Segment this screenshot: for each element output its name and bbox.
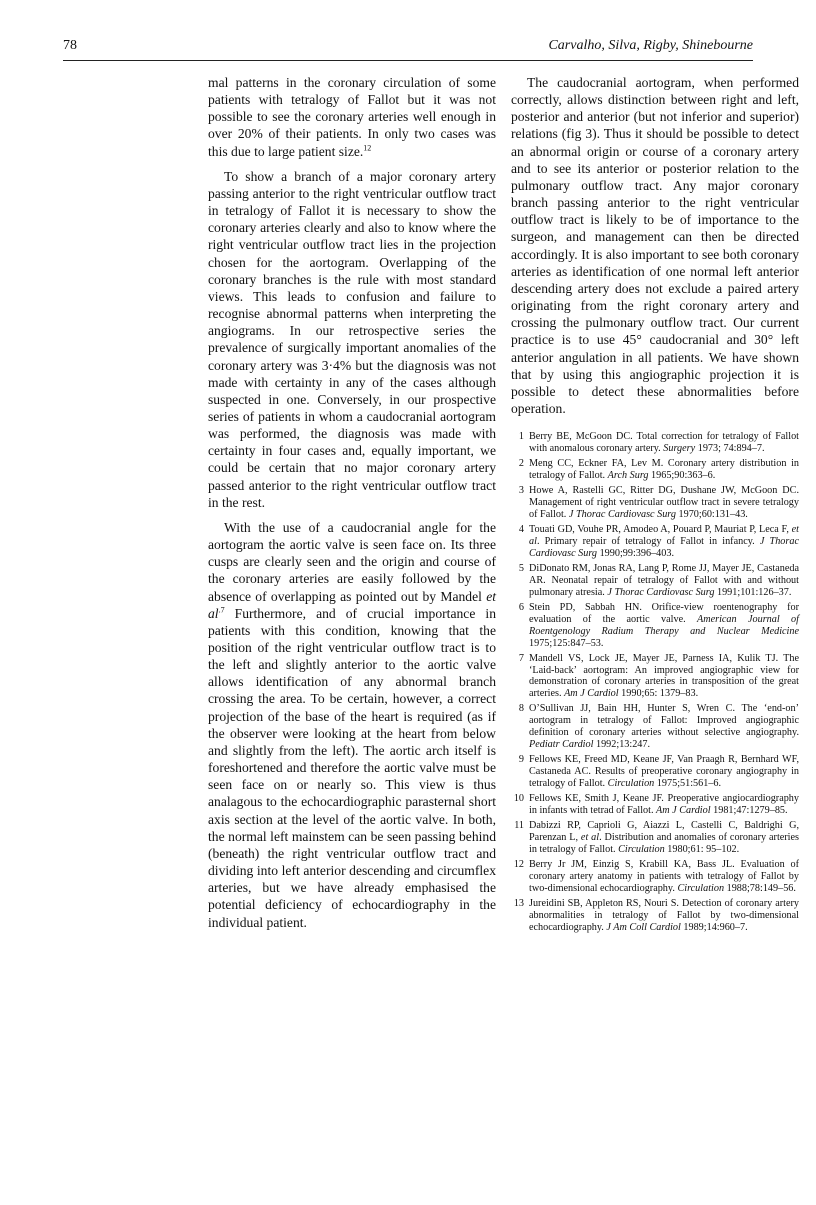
reference-citation: 1975;51:561–6. (654, 778, 722, 790)
reference-journal: J Am Coll Cardiol (606, 921, 681, 933)
reference-citation: 1981;47:1279–85. (710, 805, 788, 817)
reference-item (511, 485, 799, 521)
reference-authors: Mandell VS, Lock JE, Mayer JE, Parness IA, Kulik TJ. The ‘Laid-back’ aortogram: An improved angiographic view for demonstration of coronary arteries in transposition of the great arteries. (529, 652, 799, 700)
reference-item (511, 524, 799, 560)
reference-authors: O’Sullivan JJ, Bain HH, Hunter S, Wren C. The ‘end-on’ aortogram in tetralogy of Fallot: Improved angiographic definition of coronary arteries without selective angiography. (529, 703, 799, 739)
reference-number: 1 (518, 431, 524, 443)
reference-item (511, 653, 799, 701)
reference-item (511, 793, 799, 817)
reference-item (511, 898, 799, 934)
reference-authors: DiDonato RM, Jonas RA, Lang P, Rome JJ, Mayer JE, Castaneda AR. Neonatal repair of tetralogy of Fallot with and without pulmonary atresia. (529, 562, 799, 598)
reference-text (527, 898, 799, 934)
reference-authors: Berry BE, McGoon DC. Total correction for tetralogy of Fallot with anomalous coronary artery. (529, 431, 799, 455)
reference-citation: 1992;13:247. (593, 739, 651, 751)
reference-list (511, 431, 799, 934)
reference-number: 9 (518, 754, 524, 766)
reference-journal: Circulation (618, 844, 665, 855)
reference-number: 5 (518, 562, 524, 574)
reference-authors: Meng CC, Eckner FA, Lev M. Coronary artery distribution in tetralogy of Fallot. (529, 458, 799, 482)
reference-citation: 1990;99:396–403. (597, 547, 674, 559)
et-al: et al (580, 832, 600, 844)
reference-item (511, 859, 799, 895)
reference-journal: J Thorac Cardiovasc Surg (607, 586, 715, 598)
body-paragraph (208, 74, 496, 160)
et-al: et al (529, 524, 799, 547)
reference-item (511, 602, 799, 650)
reference-number: 12 (513, 859, 524, 871)
reference-number: 7 (518, 652, 524, 664)
citation-superscript: 12 (363, 143, 372, 153)
reference-number: 13 (513, 898, 524, 909)
reference-item (511, 754, 799, 790)
reference-item (511, 563, 799, 599)
left-column (208, 74, 496, 931)
reference-authors: Stein PD, Sabbah HN. Orifice-view roentenography for evaluation of the aortic valve. (529, 601, 799, 625)
reference-journal: Surgery (663, 443, 696, 455)
page-number: 78 (63, 38, 77, 53)
paragraph-text: mal patterns in the coronary circulation of some patients with tetralogy of Fallot but it was not possible to see the coronary arteries well enough in over 20% of their patients. In only two cases was this due to large patient size. (208, 75, 496, 159)
reference-item (511, 431, 799, 455)
reference-number: 4 (518, 524, 524, 536)
reference-authors: Jureidini SB, Appleton RS, Nouri S. Detection of coronary artery abnormalities in tetralogy of Fallot by two-dimensional echocardiography. (529, 898, 799, 933)
reference-number: 8 (518, 703, 524, 715)
reference-citation: 1988;78:149–56. (724, 882, 796, 894)
reference-journal: Circulation (607, 778, 655, 790)
citation-superscript: .7 (218, 605, 225, 615)
reference-citation: 1975;125:847–53. (529, 637, 604, 649)
reference-citation: 1991;101:126–37. (714, 586, 792, 598)
reference-text (527, 485, 799, 521)
reference-citation: 1989;14:960–7. (680, 921, 748, 933)
reference-authors: Dabizzi RP, Caprioli G, Aiazzi L, Castelli C, Baldrighi G, Parenzan L, (529, 820, 799, 844)
reference-title: . Distribution and anomalies of coronary arteries in tetralogy of Fallot. (529, 832, 800, 855)
reference-text (527, 563, 799, 599)
reference-journal: J Thorac Cardiovasc Surg (568, 508, 676, 520)
reference-citation: 1990;65: 1379–83. (618, 688, 699, 700)
reference-item (511, 703, 799, 751)
reference-citation: 1980;61: 95–102. (664, 844, 740, 855)
reference-journal: Am J Cardiol (656, 805, 711, 817)
reference-text (527, 793, 799, 817)
reference-citation: 1965;90:363–6. (648, 470, 716, 482)
reference-number: 11 (514, 820, 524, 832)
reference-authors: Howe A, Rastelli GC, Ritter DG, Dushane JW, McGoon DC. Management of right ventricular outflow tract in severe tetralogy of Fallot. (529, 485, 799, 520)
paragraph-text: With the use of a caudocranial angle for the aortogram the aortic valve is seen face on. Its three cusps are clearly seen and the origin and course of the coronary arteries are easily followed by the absence of overlapping as pointed out by Mandel (208, 519, 496, 604)
reference-journal: J Thorac Cardiovasc Surg (529, 535, 799, 559)
reference-text (527, 653, 799, 701)
reference-text (527, 602, 799, 650)
page-header (63, 38, 753, 61)
running-head: Carvalho, Silva, Rigby, Shinebourne (548, 38, 753, 53)
reference-text (527, 703, 799, 751)
reference-journal: Am J Cardiol (564, 688, 619, 700)
reference-text (527, 431, 799, 455)
body-paragraph (208, 519, 496, 931)
reference-journal: American Journal of Roentgenology Radium Therapy and Nuclear Medicine (529, 613, 799, 637)
reference-authors: Berry Jr JM, Einzig S, Krabill KA, Bass JL. Evaluation of coronary artery anatomy in patients with tetralogy of Fallot by two-dimensional echocardiography. (529, 859, 799, 894)
body-paragraph: The caudocranial aortogram, when performed correctly, allows distinction between right and left, posterior and anterior (but not inferior and superior) relations (fig 3). Thus it should be possible to detect an abnormal origin or course of a coronary artery and to see its anterior or posterior relation to the pulmonary outflow tract. Any major coronary branch passing anterior to the right ventricular outflow tract is likely to be of importance to the surgeon, and management can then be directed accordingly. It is also important to see both coronary arteries as identification of one normal left anterior descending artery does not exclude a paired artery originating from the right coronary artery and crossing the pulmonary outflow tract. Our current practice is to use 45° caudocranial and 30° left anterior angulation in all patients. We have shown that by using this angiographic projection it is possible to detect these abnormalities before operation. (511, 75, 799, 416)
reference-text (527, 859, 799, 895)
reference-title: . Primary repair of tetralogy of Fallot in infancy. (536, 535, 760, 547)
reference-journal: Circulation (677, 882, 725, 894)
reference-citation: 1970;60:131–43. (675, 508, 748, 520)
reference-number: 6 (518, 601, 524, 613)
reference-number: 2 (518, 458, 524, 470)
paragraph-text: Furthermore, and of crucial importance in patients with this condition, knowing that the position of the right ventricular outflow tract is to the left and slightly anterior to the aortic valve allows identification of any abnormal branch crossing the area. To be certain, however, a correct projection of the base of the heart is required (as if the observer were looking at the heart from below and slightly from the left). The aortic arch itself is foreshortened and therefore the aortic valve must be seen face on or nearly so. This view is thus analagous to the echocardiographic parasternal short axis section at the level of the aortic valve. In both, the normal left mainstem can be seen passing behind (beneath) the right ventricular outflow tract and dividing into left anterior descending and circumflex arteries, but we have already emphasised the potential deficiency of echocardiography in the individual patient. (208, 605, 496, 930)
reference-number: 10 (513, 793, 524, 805)
reference-journal: Arch Surg (607, 470, 649, 482)
reference-authors: Fellows KE, Smith J, Keane JF. Preoperative angiocardiography in infants with tetrad of Fallot. (529, 793, 799, 817)
reference-item (511, 820, 799, 856)
et-al: et al (208, 588, 496, 621)
reference-text (527, 524, 799, 560)
reference-authors: Fellows KE, Freed MD, Keane JF, Van Praagh R, Bernhard WF, Castaneda AC. Results of preoperative coronary angiography in tetralogy of Fallot. (529, 754, 799, 790)
reference-number: 3 (518, 485, 524, 497)
reference-text (527, 458, 799, 482)
reference-text (527, 820, 799, 856)
right-column (511, 74, 799, 937)
reference-journal: Pediatr Cardiol (529, 739, 594, 751)
reference-item (511, 458, 799, 482)
body-paragraph: To show a branch of a major coronary artery passing anterior to the right ventricular outflow tract in tetralogy of Fallot it is necessary to show the coronary arteries clearly and also to know where the right ventricular outflow tract lies in the projection chosen for the aortogram. Overlapping of the coronary branches is the rule with most standard views. This leads to confusion and failure to recognise abnormal patterns when interpreting the angiograms. In our retrospective series the prevalence of surgically important anomalies of the coronary artery was 3·4% but the diagnosis was not made with certainty in any of the cases although suspected in one. Conversely, in our prospective series of patients in whom a caudocranial aortogram was performed, the diagnosis was made with certainty in four cases and, equally important, we could be certain that no major coronary artery passed anterior to the right ventricular outflow tract in the rest. (208, 168, 496, 510)
reference-authors: Touati GD, Vouhe PR, Amodeo A, Pouard P, Mauriat P, Leca F, (529, 524, 792, 536)
reference-text (527, 754, 799, 790)
reference-citation: 1973; 74:894–7. (695, 443, 765, 455)
